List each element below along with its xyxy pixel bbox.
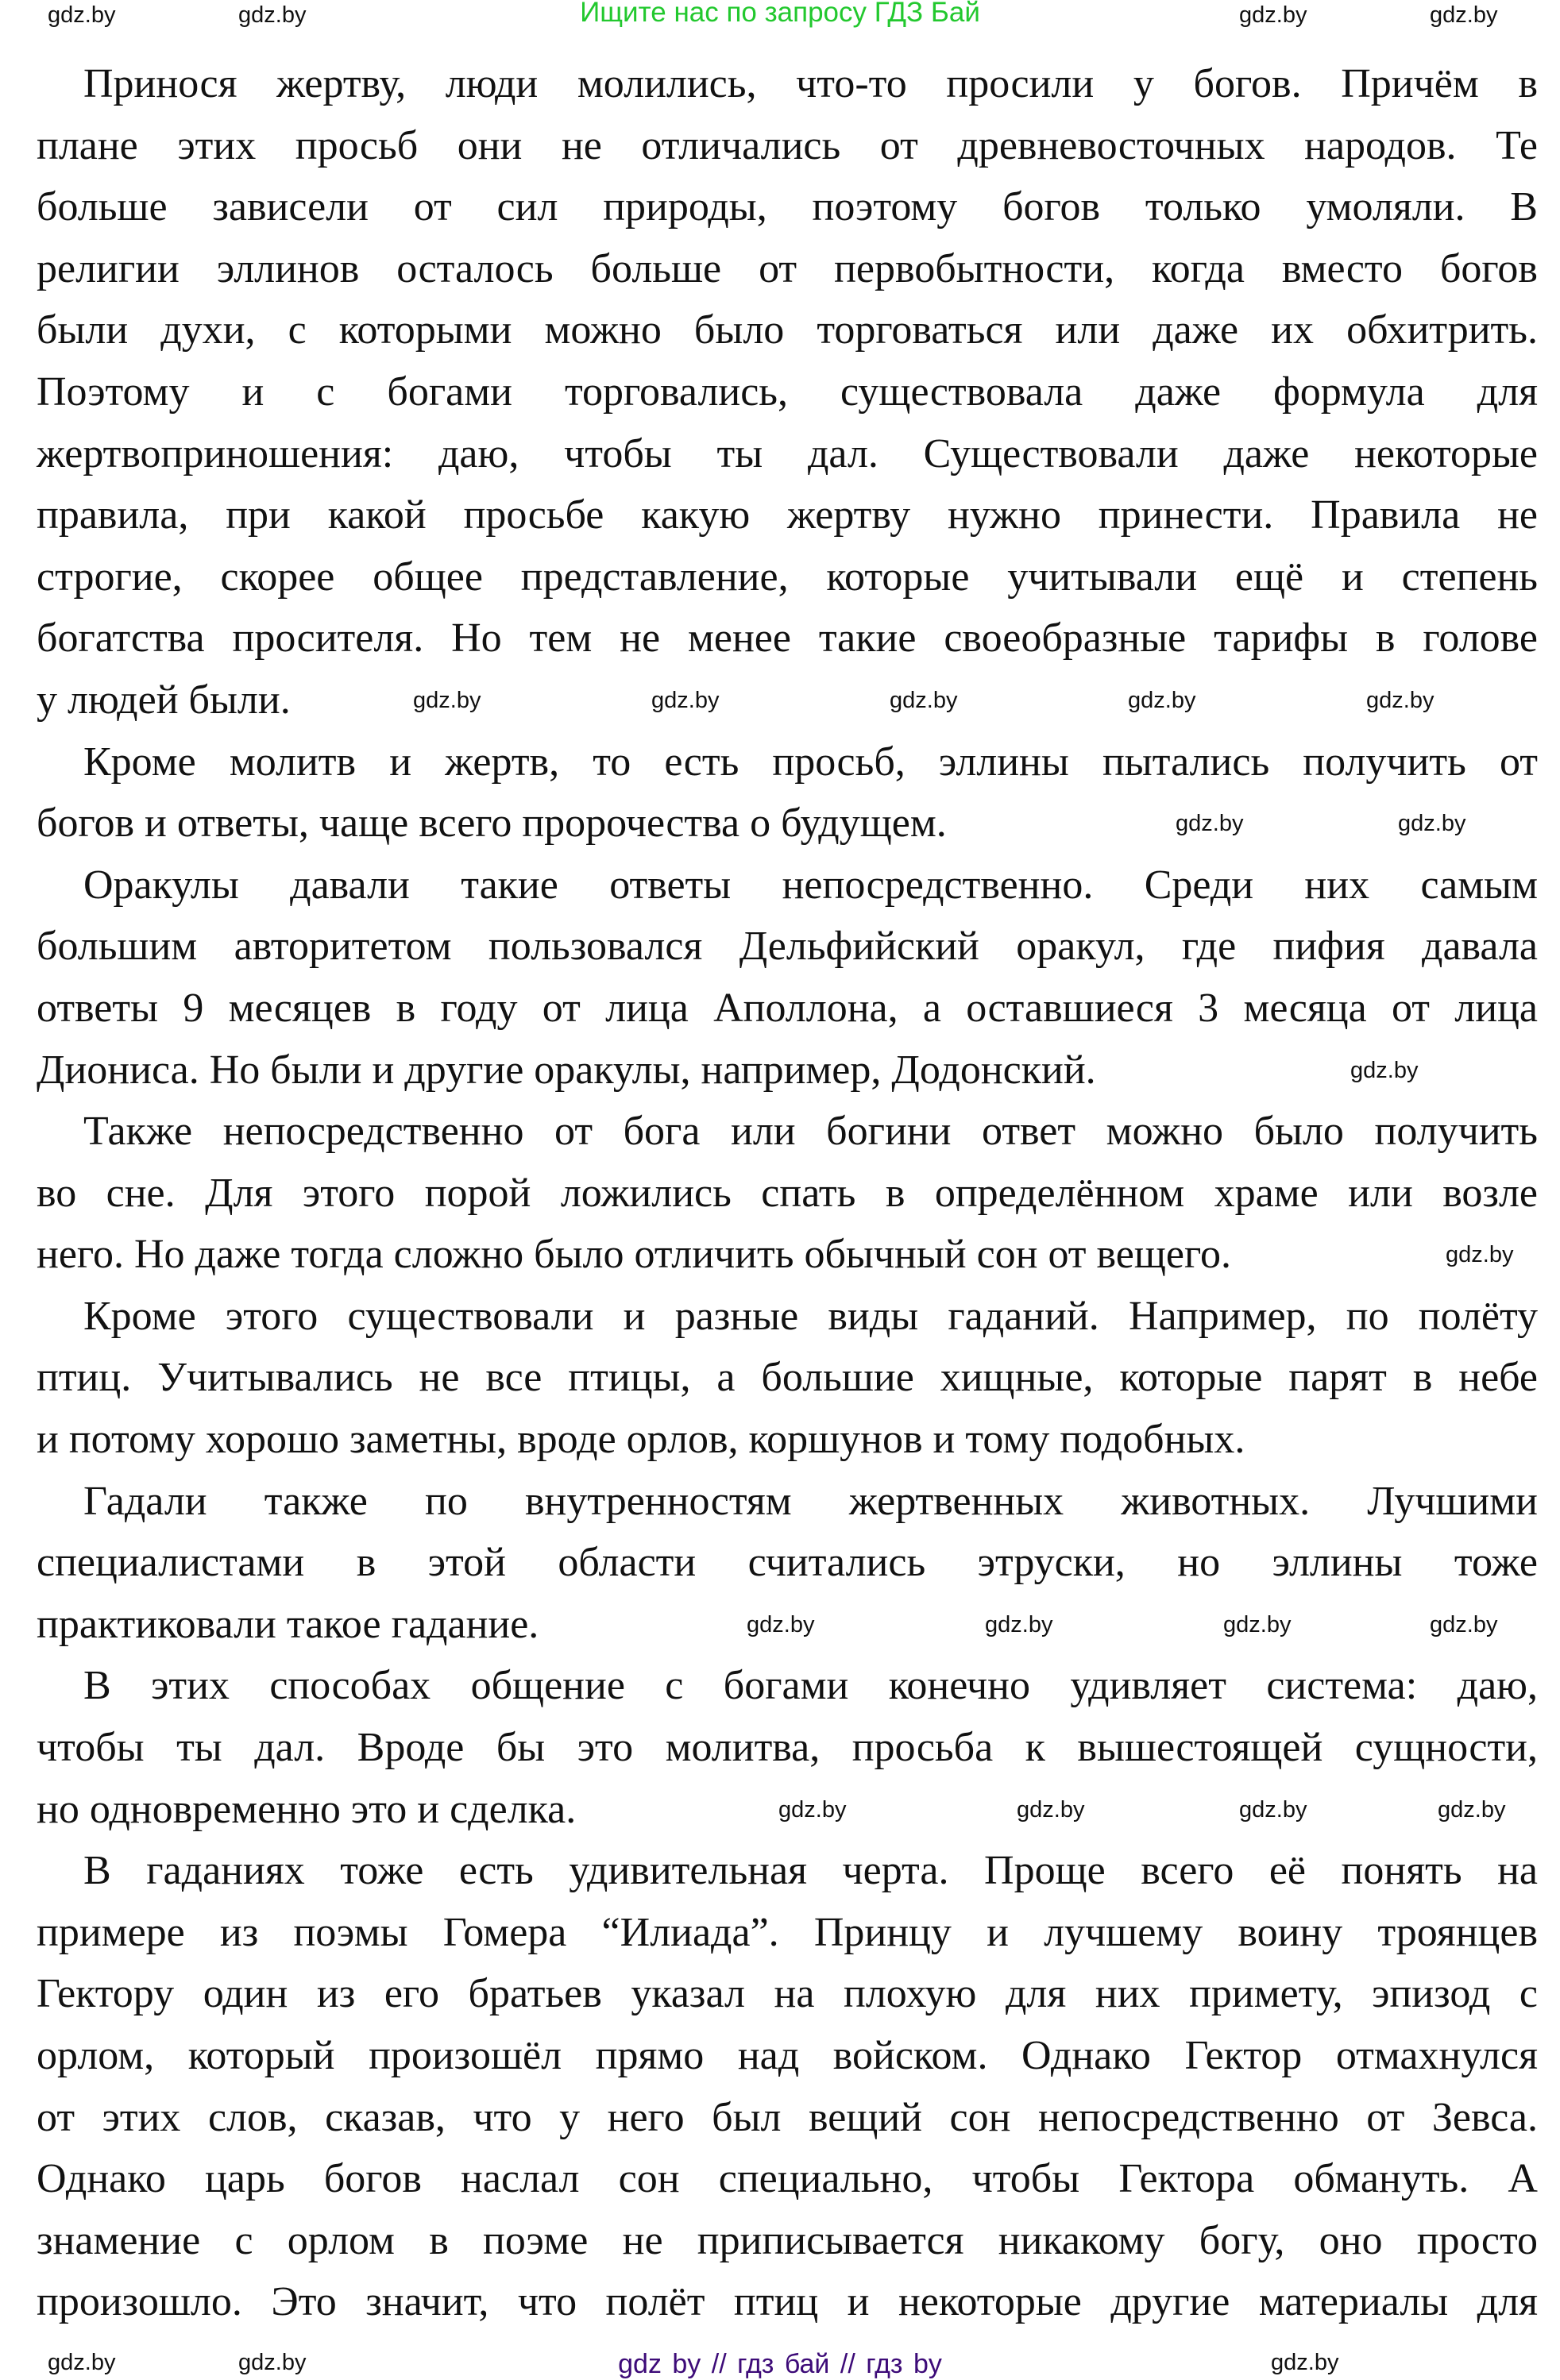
paragraph xyxy=(37,854,1538,1101)
search-banner: Ищите нас по запросу ГДЗ Бай xyxy=(580,0,980,28)
text-line: специалистами в этой области считались этруски, но эллины тоже xyxy=(37,1540,1538,1586)
text-line: строгие, скорее общее представление, которые учитывали ещё и степень xyxy=(37,554,1538,600)
paragraph xyxy=(37,1101,1538,1286)
watermark-text: gdz.by xyxy=(778,1797,847,1823)
text-line: Однако царь богов наслал сон специально, чтобы Гектора обмануть. А xyxy=(37,2156,1538,2202)
text-line: Диониса. Но были и другие оракулы, например, Додонский. xyxy=(37,1047,1096,1093)
text-line: во сне. Для этого порой ложились спать в определённом храме или возле xyxy=(37,1170,1538,1216)
watermark-text: gdz.by xyxy=(238,2,307,28)
text-line: Гектору один из его братьев указал на плохую для них примету, эпизод с xyxy=(37,1971,1538,2017)
watermark-text: gdz.by xyxy=(747,1612,815,1637)
text-line: птиц. Учитывались не все птицы, а большие хищные, которые парят в небе xyxy=(37,1355,1538,1401)
watermark-text: gdz.by xyxy=(413,688,481,713)
text-line: В этих способах общение с богами конечно удивляет система: даю, xyxy=(83,1663,1538,1709)
watermark-text: gdz.by xyxy=(1223,1612,1292,1637)
text-line: Кроме молитв и жертв, то есть просьб, эллины пытались получить от xyxy=(83,739,1538,785)
watermark-text: gdz.by xyxy=(1430,1612,1498,1637)
text-line: религии эллинов осталось больше от первобытности, когда вместо богов xyxy=(37,245,1538,291)
text-line: у людей были. xyxy=(37,677,291,723)
text-line: жертвоприношения: даю, чтобы ты дал. Существовали даже некоторые xyxy=(37,430,1538,476)
text-line: Также непосредственно от бога или богини ответ можно было получить xyxy=(83,1109,1538,1155)
watermark-text: gdz.by xyxy=(985,1612,1053,1637)
text-line: Кроме этого существовали и разные виды гаданий. Например, по полёту xyxy=(83,1293,1538,1339)
text-line: и потому хорошо заметны, вроде орлов, коршунов и тому подобных. xyxy=(37,1417,1245,1463)
watermark-text: gdz.by xyxy=(1366,688,1435,713)
watermark-text: gdz.by xyxy=(1128,688,1196,713)
paragraph xyxy=(37,731,1538,854)
text-line: чтобы ты дал. Вроде бы это молитва, просьба к вышестоящей сущности, xyxy=(37,1725,1538,1771)
watermark-text: gdz.by xyxy=(890,688,958,713)
text-line: орлом, который произошёл прямо над войском. Однако Гектор отмахнулся xyxy=(37,2033,1538,2078)
text-line: произошло. Это значит, что полёт птиц и некоторые другие материалы для xyxy=(37,2279,1538,2325)
watermark-text: gdz.by xyxy=(1350,1058,1419,1083)
watermark-text: gdz.by xyxy=(238,2350,307,2375)
watermark-text: gdz.by xyxy=(1271,2350,1339,2375)
text-line: плане этих просьб они не отличались от древневосточных народов. Те xyxy=(37,122,1538,168)
text-line: но одновременно это и сделка. xyxy=(37,1786,577,1832)
watermark-text: gdz.by xyxy=(1176,811,1244,836)
text-line: ответы 9 месяцев в году от лица Аполлона, а оставшиеся 3 месяца от лица xyxy=(37,985,1538,1031)
watermark-text: gdz.by xyxy=(1398,811,1466,836)
text-line: В гаданиях тоже есть удивительная черта. Проще всего её понять на xyxy=(83,1848,1538,1894)
text-line: примере из поэмы Гомера “Илиада”. Принцу и лучшему воину троянцев xyxy=(37,1909,1538,1955)
watermark-text: gdz.by xyxy=(1239,1797,1307,1823)
text-line: Принося жертву, люди молились, что-то просили у богов. Причём в xyxy=(83,61,1538,106)
text-line: богов и ответы, чаще всего пророчества о будущем. xyxy=(37,800,947,847)
watermark-text: gdz.by xyxy=(48,2350,116,2375)
paragraph xyxy=(37,53,1538,731)
text-line: практиковали такое гадание. xyxy=(37,1601,539,1647)
document-body xyxy=(37,53,1538,2333)
watermark-text: gdz.by xyxy=(651,688,720,713)
paragraph xyxy=(37,1286,1538,1471)
text-line: были духи, с которыми можно было торговаться или даже их обхитрить. xyxy=(37,307,1538,353)
text-line: большим авторитетом пользовался Дельфийский оракул, где пифия давала xyxy=(37,924,1538,970)
text-line: от этих слов, сказав, что у него был вещий сон непосредственно от Зевса. xyxy=(37,2094,1538,2140)
text-line: Поэтому и с богами торговались, существовала даже формула для xyxy=(37,368,1538,415)
text-line: богатства просителя. Но тем не менее такие своеобразные тарифы в голове xyxy=(37,615,1538,662)
watermark-text: gdz.by xyxy=(1239,2,1307,28)
watermark-text: gdz.by xyxy=(1446,1242,1514,1267)
text-line: знамение с орлом в поэме не приписывается никакому богу, оно просто xyxy=(37,2217,1538,2263)
text-line: Оракулы давали такие ответы непосредственно. Среди них самым xyxy=(83,862,1538,908)
text-line: него. Но даже тогда сложно было отличить обычный сон от вещего. xyxy=(37,1232,1232,1278)
text-line: правила, при какой просьбе какую жертву нужно принести. Правила не xyxy=(37,492,1538,538)
text-line: больше зависели от сил природы, поэтому богов только умоляли. В xyxy=(37,184,1538,230)
watermark-text: gdz.by xyxy=(48,2,116,28)
footer-links: gdz by // гдз бай // гдз by xyxy=(618,2349,942,2379)
watermark-text: gdz.by xyxy=(1430,2,1498,28)
watermark-text: gdz.by xyxy=(1438,1797,1506,1823)
watermark-text: gdz.by xyxy=(1017,1797,1085,1823)
text-line: Гадали также по внутренностям жертвенных животных. Лучшими xyxy=(83,1478,1538,1524)
paragraph xyxy=(37,1840,1538,2333)
